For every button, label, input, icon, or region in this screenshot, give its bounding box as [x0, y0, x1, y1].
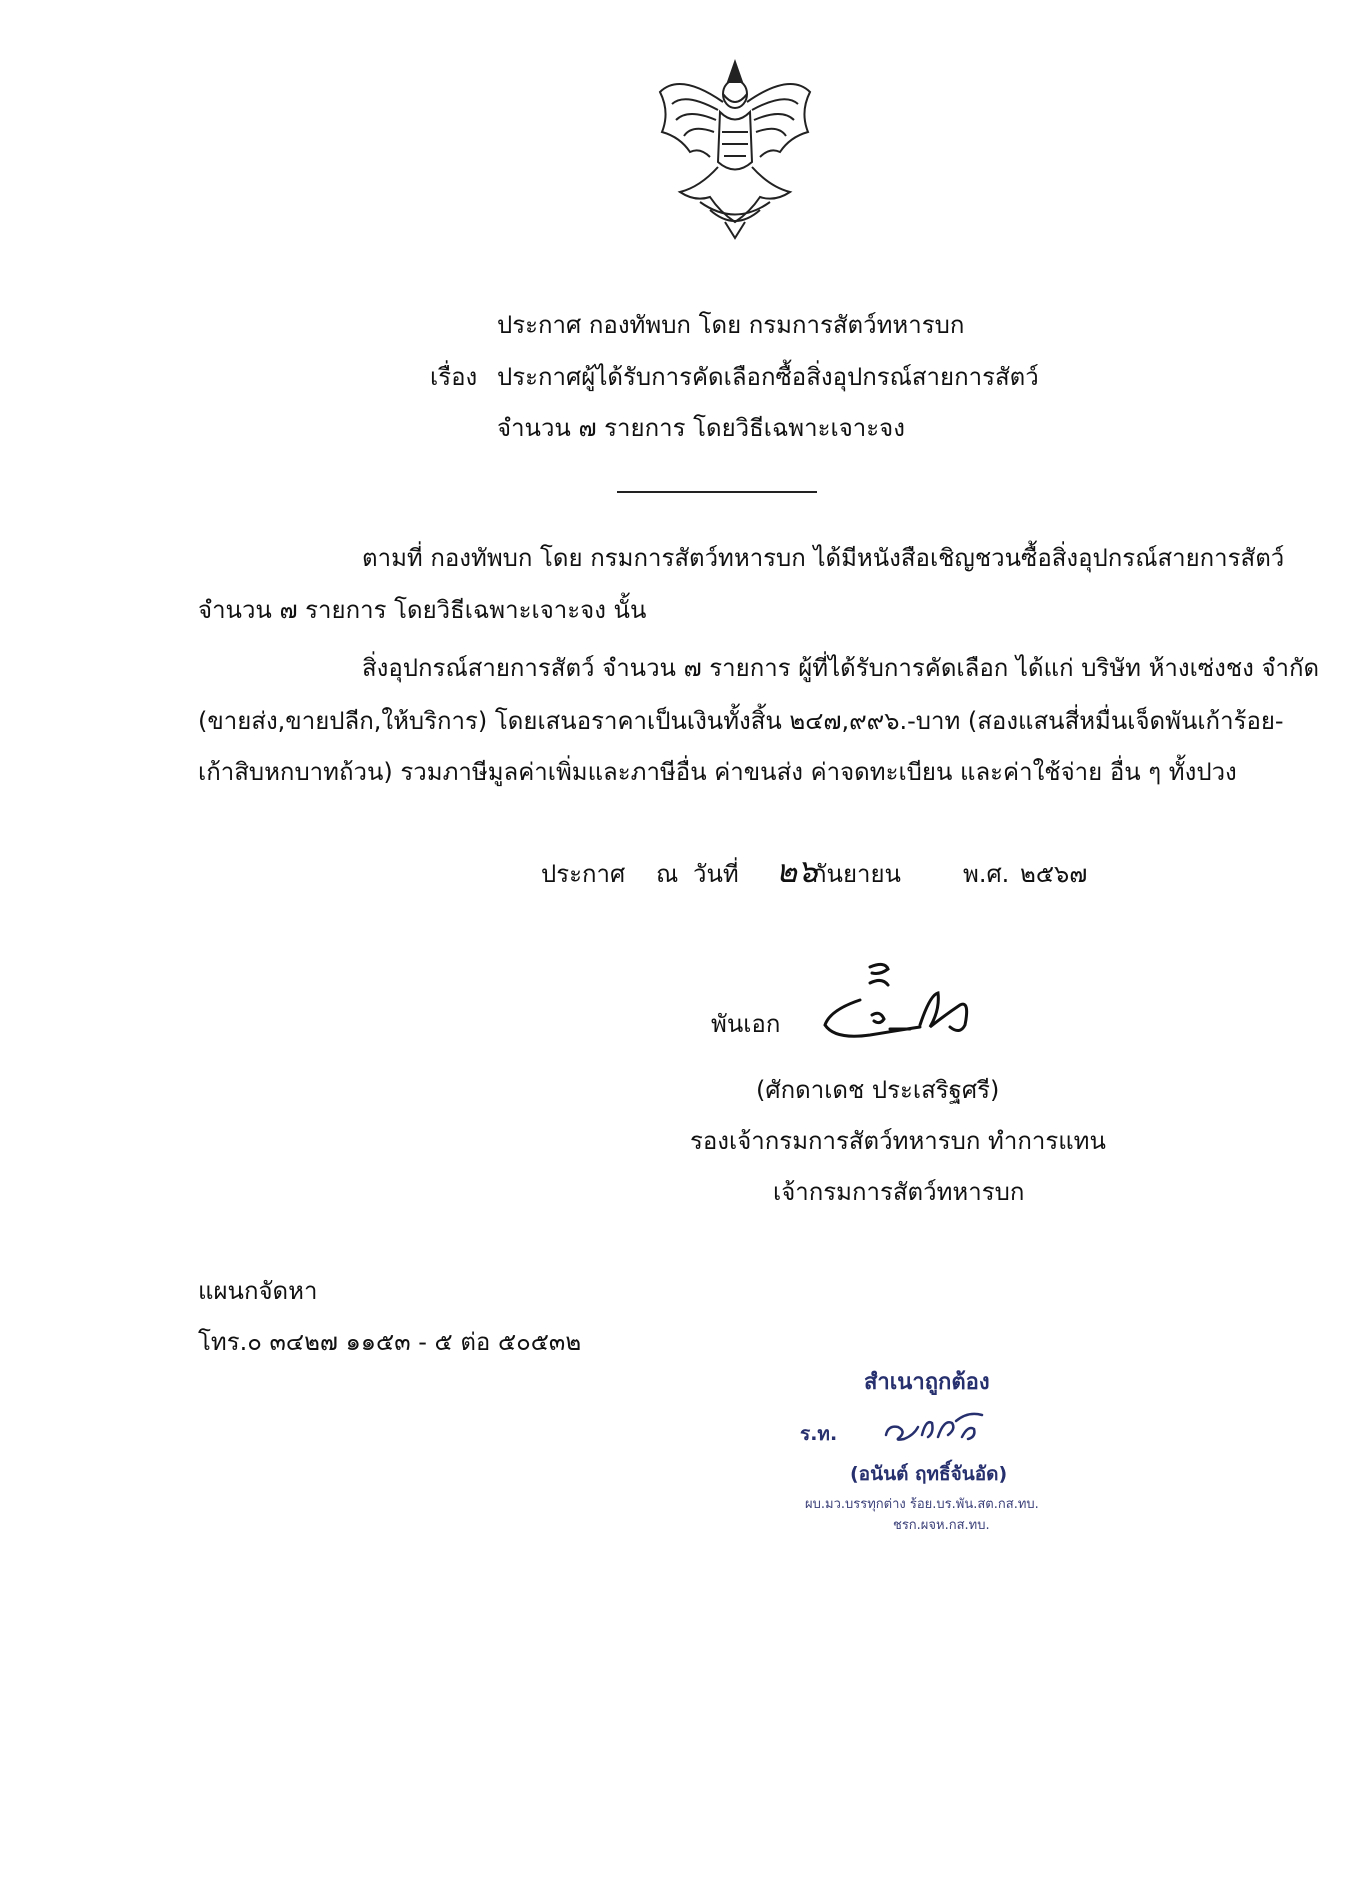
- paragraph-2-line-3: เก้าสิบหกบาทถ้วน) รวมภาษีมูลค่าเพิ่มและภาษีอื่น ค่าขนส่ง ค่าจดทะเบียน และค่าใช้จ่าย อื่น ๆ ทั้งปวง: [198, 758, 1237, 786]
- certified-copy-name: (อนันต์ ฤทธิ์จันอัด): [850, 1463, 1008, 1485]
- contact-phone: โทร.๐ ๓๔๒๗ ๑๑๕๓ - ๕ ต่อ ๕๐๕๓๒: [198, 1328, 582, 1356]
- date-month: กันยายน: [812, 860, 901, 888]
- announcement-heading: ประกาศ กองทัพบก โดย กรมการสัตว์ทหารบก: [497, 311, 965, 339]
- signer-rank: พันเอก: [711, 1010, 781, 1038]
- date-day-label: วันที่: [693, 860, 739, 888]
- certified-copy-position-1: ผบ.มว.บรรทุกต่าง ร้อย.บร.พัน.สต.กส.ทบ.: [805, 1497, 1039, 1512]
- date-year: ๒๕๖๗: [1020, 860, 1088, 888]
- date-era: พ.ศ.: [963, 860, 1010, 888]
- paragraph-1-line-1: ตามที่ กองทัพบก โดย กรมการสัตว์ทหารบก ได้มีหนังสือเชิญชวนซื้อสิ่งอุปกรณ์สายการสัตว์: [362, 544, 1285, 572]
- signer-name: (ศักดาเดช ประเสริฐศรี): [756, 1076, 1000, 1104]
- paragraph-1-line-2: จำนวน ๗ รายการ โดยวิธีเฉพาะเจาะจง นั้น: [198, 596, 647, 624]
- paragraph-2-line-1: สิ่งอุปกรณ์สายการสัตว์ จำนวน ๗ รายการ ผู้ที่ได้รับการคัดเลือก ได้แก่ บริษัท ห้างเซ่งชง จำกัด: [362, 654, 1320, 682]
- certified-copy-title: สำเนาถูกต้อง: [864, 1370, 990, 1395]
- paragraph-2-line-2: (ขายส่ง,ขายปลีก,ให้บริการ) โดยเสนอราคาเป็นเงินทั้งสิ้น ๒๔๗,๙๙๖.-บาท (สองแสนสี่หมื่นเจ็ดพันเก้าร้อย-: [198, 707, 1284, 735]
- signer-position-2: เจ้ากรมการสัตว์ทหารบก: [773, 1178, 1025, 1206]
- subject-label: เรื่อง: [430, 363, 478, 391]
- certified-copy-rank: ร.ท.: [800, 1423, 838, 1445]
- garuda-emblem: [640, 52, 830, 242]
- subject-line-2: จำนวน ๗ รายการ โดยวิธีเฉพาะเจาะจง: [497, 414, 905, 442]
- subject-line-1: ประกาศผู้ได้รับการคัดเลือกซื้อสิ่งอุปกรณ์สายการสัตว์: [497, 363, 1039, 391]
- signer-position-1: รองเจ้ากรมการสัตว์ทหารบก ทำการแทน: [690, 1127, 1106, 1155]
- certified-copy-signature: [878, 1405, 988, 1450]
- date-day-handwritten: ๒๖: [776, 852, 818, 890]
- department-name: แผนกจัดหา: [198, 1277, 318, 1305]
- date-at: ณ: [656, 860, 679, 888]
- handwritten-signature: [810, 955, 990, 1055]
- certified-copy-position-2: ชรก.ผจห.กส.ทบ.: [893, 1518, 990, 1533]
- date-announce: ประกาศ: [541, 860, 626, 888]
- header-divider: [617, 491, 817, 493]
